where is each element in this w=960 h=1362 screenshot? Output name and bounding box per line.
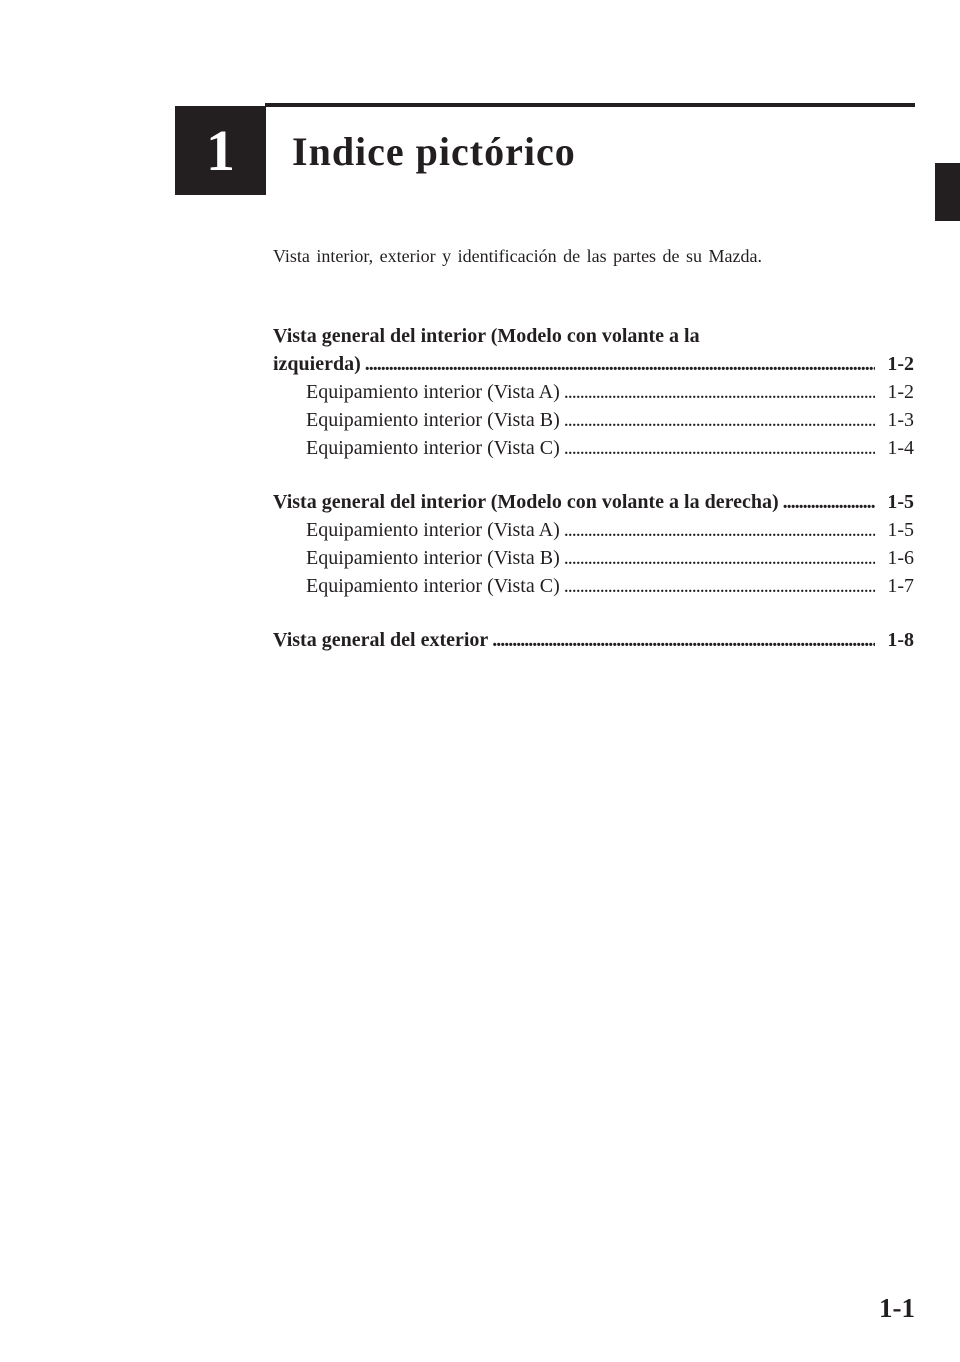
toc-entry-page: 1-3 (887, 409, 914, 431)
toc-entry-title: Vista general del interior (Modelo con volante a la (273, 325, 700, 347)
toc-entry-left-view-a[interactable] (273, 378, 914, 406)
toc-leader-dots (564, 434, 876, 462)
toc-entry-right-view-c[interactable] (273, 572, 914, 600)
toc-entry-title: Equipamiento interior (Vista B) (306, 547, 560, 569)
toc-entry-right-view-b[interactable] (273, 544, 914, 572)
chapter-intro: Vista interior, exterior y identificación de las partes de su Mazda. (273, 246, 763, 266)
toc-entry-page: 1-5 (887, 491, 914, 513)
toc-entry-title: Vista general del exterior (273, 629, 489, 651)
toc-entry-title: Equipamiento interior (Vista C) (306, 575, 560, 597)
toc-leader-dots (492, 626, 875, 654)
toc-entry-left-view-c[interactable] (273, 434, 914, 462)
toc-leader-dots (564, 406, 876, 434)
chapter-number: 1 (206, 118, 235, 183)
chapter-number-box (175, 106, 266, 195)
toc-leader-dots (365, 350, 876, 378)
toc-entry-title: Equipamiento interior (Vista C) (306, 437, 560, 459)
toc-entry-title: Vista general del interior (Modelo con volante a la derecha) (273, 491, 779, 513)
toc-entry-page: 1-6 (887, 547, 914, 569)
toc-leader-dots (564, 544, 876, 572)
page-number: 1-1 (879, 1293, 915, 1323)
toc-entry-interior-left[interactable] (273, 322, 914, 378)
toc-entry-title: Equipamiento interior (Vista B) (306, 409, 560, 431)
toc-leader-dots (783, 488, 876, 516)
toc-entry-page: 1-8 (887, 629, 914, 651)
header-rule (265, 103, 915, 107)
toc-leader-dots (564, 378, 876, 406)
toc-entry-page: 1-5 (887, 519, 914, 541)
toc-leader-dots (564, 572, 876, 600)
toc-entry-title: Equipamiento interior (Vista A) (306, 519, 560, 541)
toc-entry-interior-right[interactable] (273, 488, 914, 516)
toc-entry-exterior[interactable] (273, 626, 914, 654)
toc-entry-page: 1-4 (887, 437, 914, 459)
toc-entry-left-view-b[interactable] (273, 406, 914, 434)
table-of-contents (273, 322, 914, 654)
toc-entry-page: 1-2 (887, 381, 914, 403)
toc-entry-page: 1-2 (887, 353, 914, 375)
chapter-edge-tab (935, 163, 960, 221)
toc-entry-title: Equipamiento interior (Vista A) (306, 381, 560, 403)
chapter-title: Indice pictórico (292, 129, 576, 174)
toc-entry-right-view-a[interactable] (273, 516, 914, 544)
toc-leader-dots (564, 516, 876, 544)
toc-entry-title: izquierda) (273, 353, 361, 375)
toc-entry-page: 1-7 (887, 575, 914, 597)
